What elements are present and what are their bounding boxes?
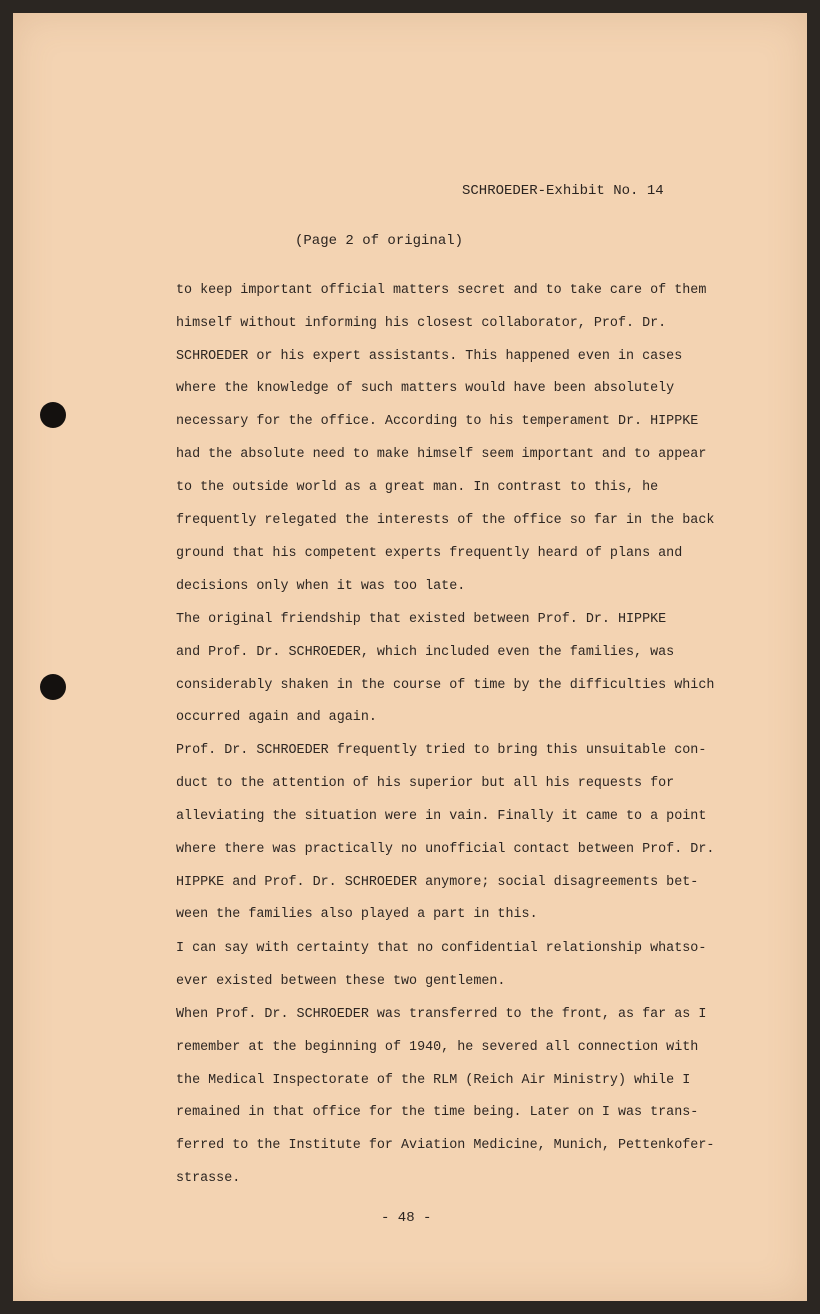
body-line: remained in that office for the time being. Later on I was trans- xyxy=(176,1105,699,1120)
body-line: the Medical Inspectorate of the RLM (Reich Air Ministry) while I xyxy=(176,1073,691,1088)
page-number: - 48 - xyxy=(381,1210,432,1226)
body-line: The original friendship that existed between Prof. Dr. HIPPKE xyxy=(176,612,667,627)
body-line: alleviating the situation were in vain. Finally it came to a point xyxy=(176,809,707,824)
body-line: and Prof. Dr. SCHROEDER, which included even the families, was xyxy=(176,645,675,660)
punch-hole-top xyxy=(40,402,66,428)
body-line: Prof. Dr. SCHROEDER frequently tried to bring this unsuitable con- xyxy=(176,743,707,758)
body-line: strasse. xyxy=(176,1171,241,1186)
body-line: SCHROEDER or his expert assistants. This happened even in cases xyxy=(176,349,683,364)
punch-hole-bottom xyxy=(40,674,66,700)
body-line: to the outside world as a great man. In contrast to this, he xyxy=(176,480,659,495)
body-line: ferred to the Institute for Aviation Medicine, Munich, Pettenkofer- xyxy=(176,1138,715,1153)
body-line: to keep important official matters secret and to take care of them xyxy=(176,283,707,298)
body-line: When Prof. Dr. SCHROEDER was transferred to the front, as far as I xyxy=(176,1007,707,1022)
body-line: necessary for the office. According to his temperament Dr. HIPPKE xyxy=(176,414,699,429)
body-line: duct to the attention of his superior but all his requests for xyxy=(176,776,675,791)
body-line: decisions only when it was too late. xyxy=(176,579,466,594)
page-reference: (Page 2 of original) xyxy=(295,233,464,249)
exhibit-title: SCHROEDER-Exhibit No. 14 xyxy=(462,183,664,199)
document-page xyxy=(13,13,807,1301)
body-line: where there was practically no unofficial contact between Prof. Dr. xyxy=(176,842,715,857)
body-line: ground that his competent experts frequently heard of plans and xyxy=(176,546,683,561)
body-line: I can say with certainty that no confidential relationship whatso- xyxy=(176,941,707,956)
body-line: ever existed between these two gentlemen. xyxy=(176,974,506,989)
body-line: where the knowledge of such matters would have been absolutely xyxy=(176,381,675,396)
body-line: frequently relegated the interests of the office so far in the back xyxy=(176,513,715,528)
body-line: HIPPKE and Prof. Dr. SCHROEDER anymore; social disagreements bet- xyxy=(176,875,699,890)
body-line: himself without informing his closest collaborator, Prof. Dr. xyxy=(176,316,667,331)
body-line: remember at the beginning of 1940, he severed all connection with xyxy=(176,1040,699,1055)
body-line: considerably shaken in the course of time by the difficulties which xyxy=(176,678,715,693)
body-line: occurred again and again. xyxy=(176,710,377,725)
body-line: ween the families also played a part in this. xyxy=(176,907,538,922)
body-line: had the absolute need to make himself seem important and to appear xyxy=(176,447,707,462)
